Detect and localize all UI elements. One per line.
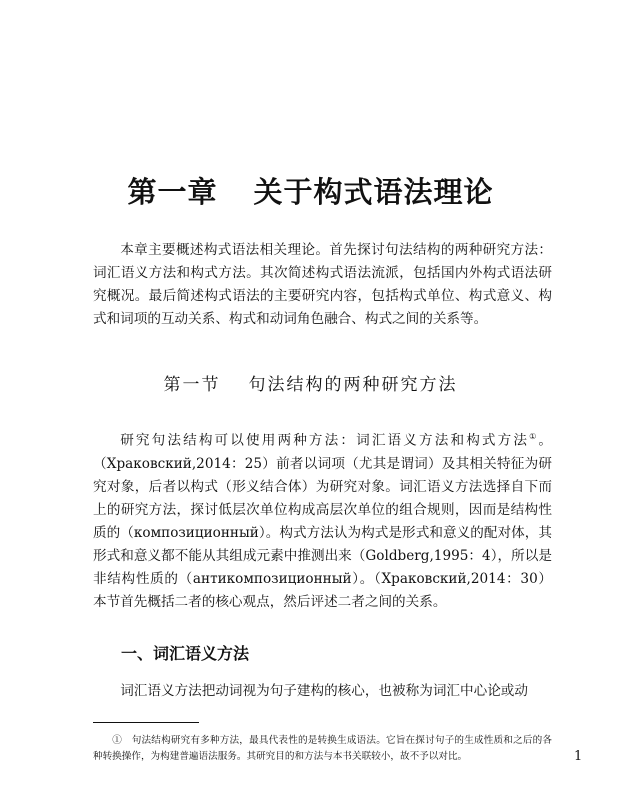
chapter-heading: 关于构式语法理论 <box>253 175 494 209</box>
section-heading: 句法结构的两种研究方法 <box>248 375 458 395</box>
footnote-text: 句法结构研究有多种方法，最具代表性的是转换生成语法。它旨在探讨句子的生成性质和之后的各种转换操作，为构建普遍语法服务。其研究目的和方法与本书关联较小，故不予以对比。 <box>93 735 553 762</box>
body-paragraph-1 <box>93 425 552 614</box>
body-paragraph-2: 词汇语义方法把动词视为句子建构的核心，也被称为词汇中心论或动 <box>120 683 528 699</box>
section-label: 第一节 <box>163 375 221 395</box>
intro-paragraph: 本章主要概述构式语法相关理论。首先探讨句法结构的两种研究方法：词汇语义方法和构式方法。其次简述构式语法流派，包括国内外构式语法研究概况。最后简述构式语法的主要研究内容，包括构式单位、构式意义、构式和词项的互动关系、构式和动词角色融合、构式之间的关系等。 <box>93 242 552 327</box>
body-paragraph-1-rest: 。（Храковский,2014：25）前者以词项（尤其是谓词）及其相关特征为研究对象，后者以构式（形义结合体）为研究对象。词汇语义方法选择自下而上的研究方法，探讨低层次单位构成高层次单位的组合规则，因而是结构性质的（композиционный）。构式方法认为构式是形式和意义的配对体，其形式和意义都不能从其组成元素中推测出来（Goldberg,1995：4），所以是非结构性质的（антикомпозиционный）。（Храковский,2014：30）本节首先概括二者的核心观点，然后评述二者之间的关系。 <box>93 432 553 610</box>
footnote-marker: ① <box>112 735 122 746</box>
chapter-label: 第一章 <box>127 175 218 209</box>
section-title <box>0 370 621 395</box>
footnote <box>93 733 552 765</box>
subheading: 一、词汇语义方法 <box>121 644 250 663</box>
chapter-title <box>0 170 621 211</box>
footnote-reference[interactable]: ① <box>529 432 539 441</box>
page-number: 1 <box>574 749 583 764</box>
footnote-divider <box>93 722 199 723</box>
body-paragraph-1-text: 研究句法结构可以使用两种方法：词汇语义方法和构式方法 <box>120 432 530 449</box>
